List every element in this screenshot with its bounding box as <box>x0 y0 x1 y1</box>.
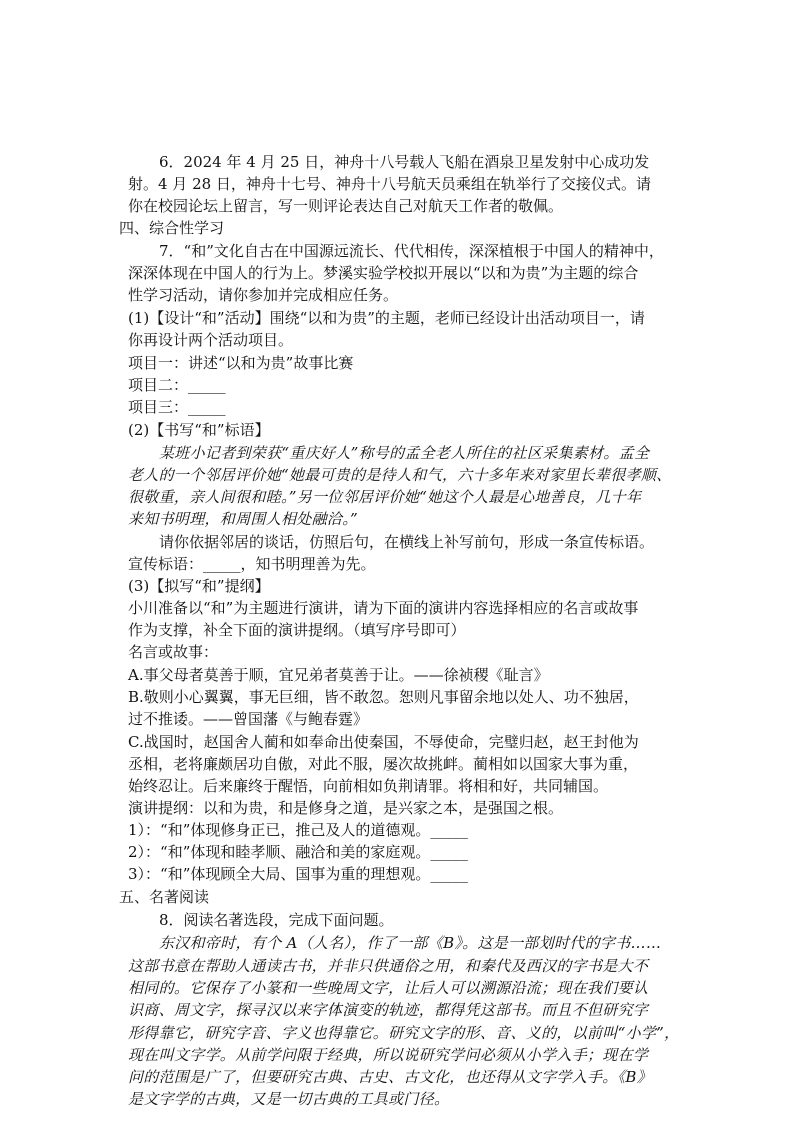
q8-passage-line-4: 识商、周文字，探寻汉以来字体演变的轨迹，都得凭这部书。而且不但研究字 <box>128 1001 649 1019</box>
q7-part1-line-2: 你再设计两个活动项目。 <box>128 331 294 349</box>
q7-story-c-line-1: C.战国时，赵国舍人蔺和如奉命出使秦国，不辱使命，完璧归赵，赵王封他为 <box>128 733 639 751</box>
q7-outline-item-3: 3）：“和”体现顾全大局、国事为重的理想观。_____ <box>128 865 468 883</box>
q7-intro-line-3: 性学习活动，请你参加并完成相应任务。 <box>128 286 399 304</box>
q8-passage-line-6: 现在叫文字学。从前学问限于经典，所以说研究学问必须从小学入手；现在学 <box>128 1046 649 1064</box>
q7-part2-slogan-line: 宣传标语：_____，知书明理善为先。 <box>128 555 376 573</box>
q7-part2-task-line-1: 请你依据邻居的谈话，仿照后句，在横线上补写前句，形成一条宣传标语。 <box>159 533 655 551</box>
q7-intro-line-1: 7．“和”文化自古在中国源远流长、代代相传，深深植根于中国人的精神中， <box>159 242 664 260</box>
q8-passage-line-8: 是文字学的古典，又是一切古典的工具或门径。 <box>128 1090 450 1108</box>
q7-part2-title: (2)【书写“和”标语】 <box>128 421 270 439</box>
q7-intro-line-2: 深深体现在中国人的行为上。梦溪实验学校拟开展以“以和为贵”为主题的综合 <box>128 264 639 282</box>
q8-passage-line-3: 相同的。它保存了小篆和一些晚周文字，让后人可以溯源沿流；现在我们要认 <box>128 979 649 997</box>
q7-story-c-line-2: 丞相，老将廉颇居功自傲，对此不服，屡次故挑衅。蔺相如以国家大事为重， <box>128 755 639 773</box>
q8-passage-line-5: 形得靠它，研究字音、字义也得靠它。研究文字的形、音、义的，以前叫“小学”， <box>128 1024 680 1042</box>
q6-line-2: 射。4 月 28 日，神舟十七号、神舟十八号航天员乘组在轨举行了交接仪式。请 <box>128 175 651 193</box>
q7-quote-b-line-1: B.敬则小心翼翼，事无巨细，皆不敢忽。恕则凡事留余地以处人、功不独居， <box>128 688 639 706</box>
q7-part2-quote-line-4: 来知书明理，和周围人相处融洽。” <box>128 510 358 528</box>
q8-passage-line-2: 这部书意在帮助人通读古书，并非只供通俗之用，和秦代及西汉的字书是大不 <box>128 957 649 975</box>
q7-part2-quote-line-1: 某班小记者到荣获“重庆好人”称号的孟全老人所住的社区采集素材。孟全 <box>159 444 650 462</box>
section-4-title: 四、综合性学习 <box>119 219 225 237</box>
q7-part3-line-2: 小川准备以“和”为主题进行演讲，请为下面的演讲内容选择相应的名言或故事 <box>128 599 639 617</box>
q7-quote-b-line-2: 过不推诿。——曾国藩《与鲍春霆》 <box>128 710 369 728</box>
q8-passage-line-7: 问的范围是广了，但要研究古典、古史、古文化，也还得从文字学入手。《B》 <box>128 1068 653 1086</box>
q6-line-1: 6．2024 年 4 月 25 日，神舟十八号载人飞船在酒泉卫星发射中心成功发 <box>159 153 650 171</box>
q7-outline-item-1: 1）：“和”体现修身正已，推己及人的道德观。_____ <box>128 821 468 839</box>
q7-story-c-line-3: 始终忍让。后来廉终于醒悟，向前相如负荆请罪。将相和好，共同辅国。 <box>128 777 609 795</box>
q7-quote-a: A.事父母者莫善于顺，宜兄弟者莫善于让。——徐祯稷《耻言》 <box>128 666 549 684</box>
q7-project-2: 项目二：_____ <box>128 376 226 394</box>
section-5-title: 五、名著阅读 <box>119 888 210 906</box>
q8-intro: 8．阅读名著选段，完成下面问题。 <box>159 911 394 929</box>
q7-project-3: 项目三：_____ <box>128 398 226 416</box>
q7-part1-line-1: (1)【设计“和”活动】围绕“以和为贵”的主题，老师已经设计出活动项目一，请 <box>128 309 645 327</box>
q7-part2-quote-line-3: 很敬重，亲人间很和睦。”另一位邻居评价她“她这个人最是心地善良，几十年 <box>128 488 642 506</box>
q7-outline-title: 演讲提纲：以和为贵，和是修身之道，是兴家之本，是强国之根。 <box>128 799 564 817</box>
q7-part3-line-3: 作为支撑，补全下面的演讲提纲。（填写序号即可） <box>128 621 466 639</box>
q7-outline-item-2: 2）：“和”体现和睦孝顺、融洽和美的家庭观。_____ <box>128 843 468 861</box>
q7-part3-title: (3)【拟写“和”提纲】 <box>128 577 270 595</box>
q7-part3-quotes-label: 名言或故事： <box>128 643 219 661</box>
q7-project-1: 项目一：讲述“以和为贵”故事比赛 <box>128 354 354 372</box>
q6-line-3: 你在校园论坛上留言，写一则评论表达自己对航天工作者的敬佩。 <box>128 197 564 215</box>
q7-part2-quote-line-2: 老人的一个邻居评价她“她最可贵的是待人和气，六十多年来对家里长辈很孝顺、 <box>128 466 672 484</box>
q8-passage-line-1: 东汉和帝时，有个 A（人名），作了一部《B》。这是一部划时代的字书…… <box>159 934 662 952</box>
